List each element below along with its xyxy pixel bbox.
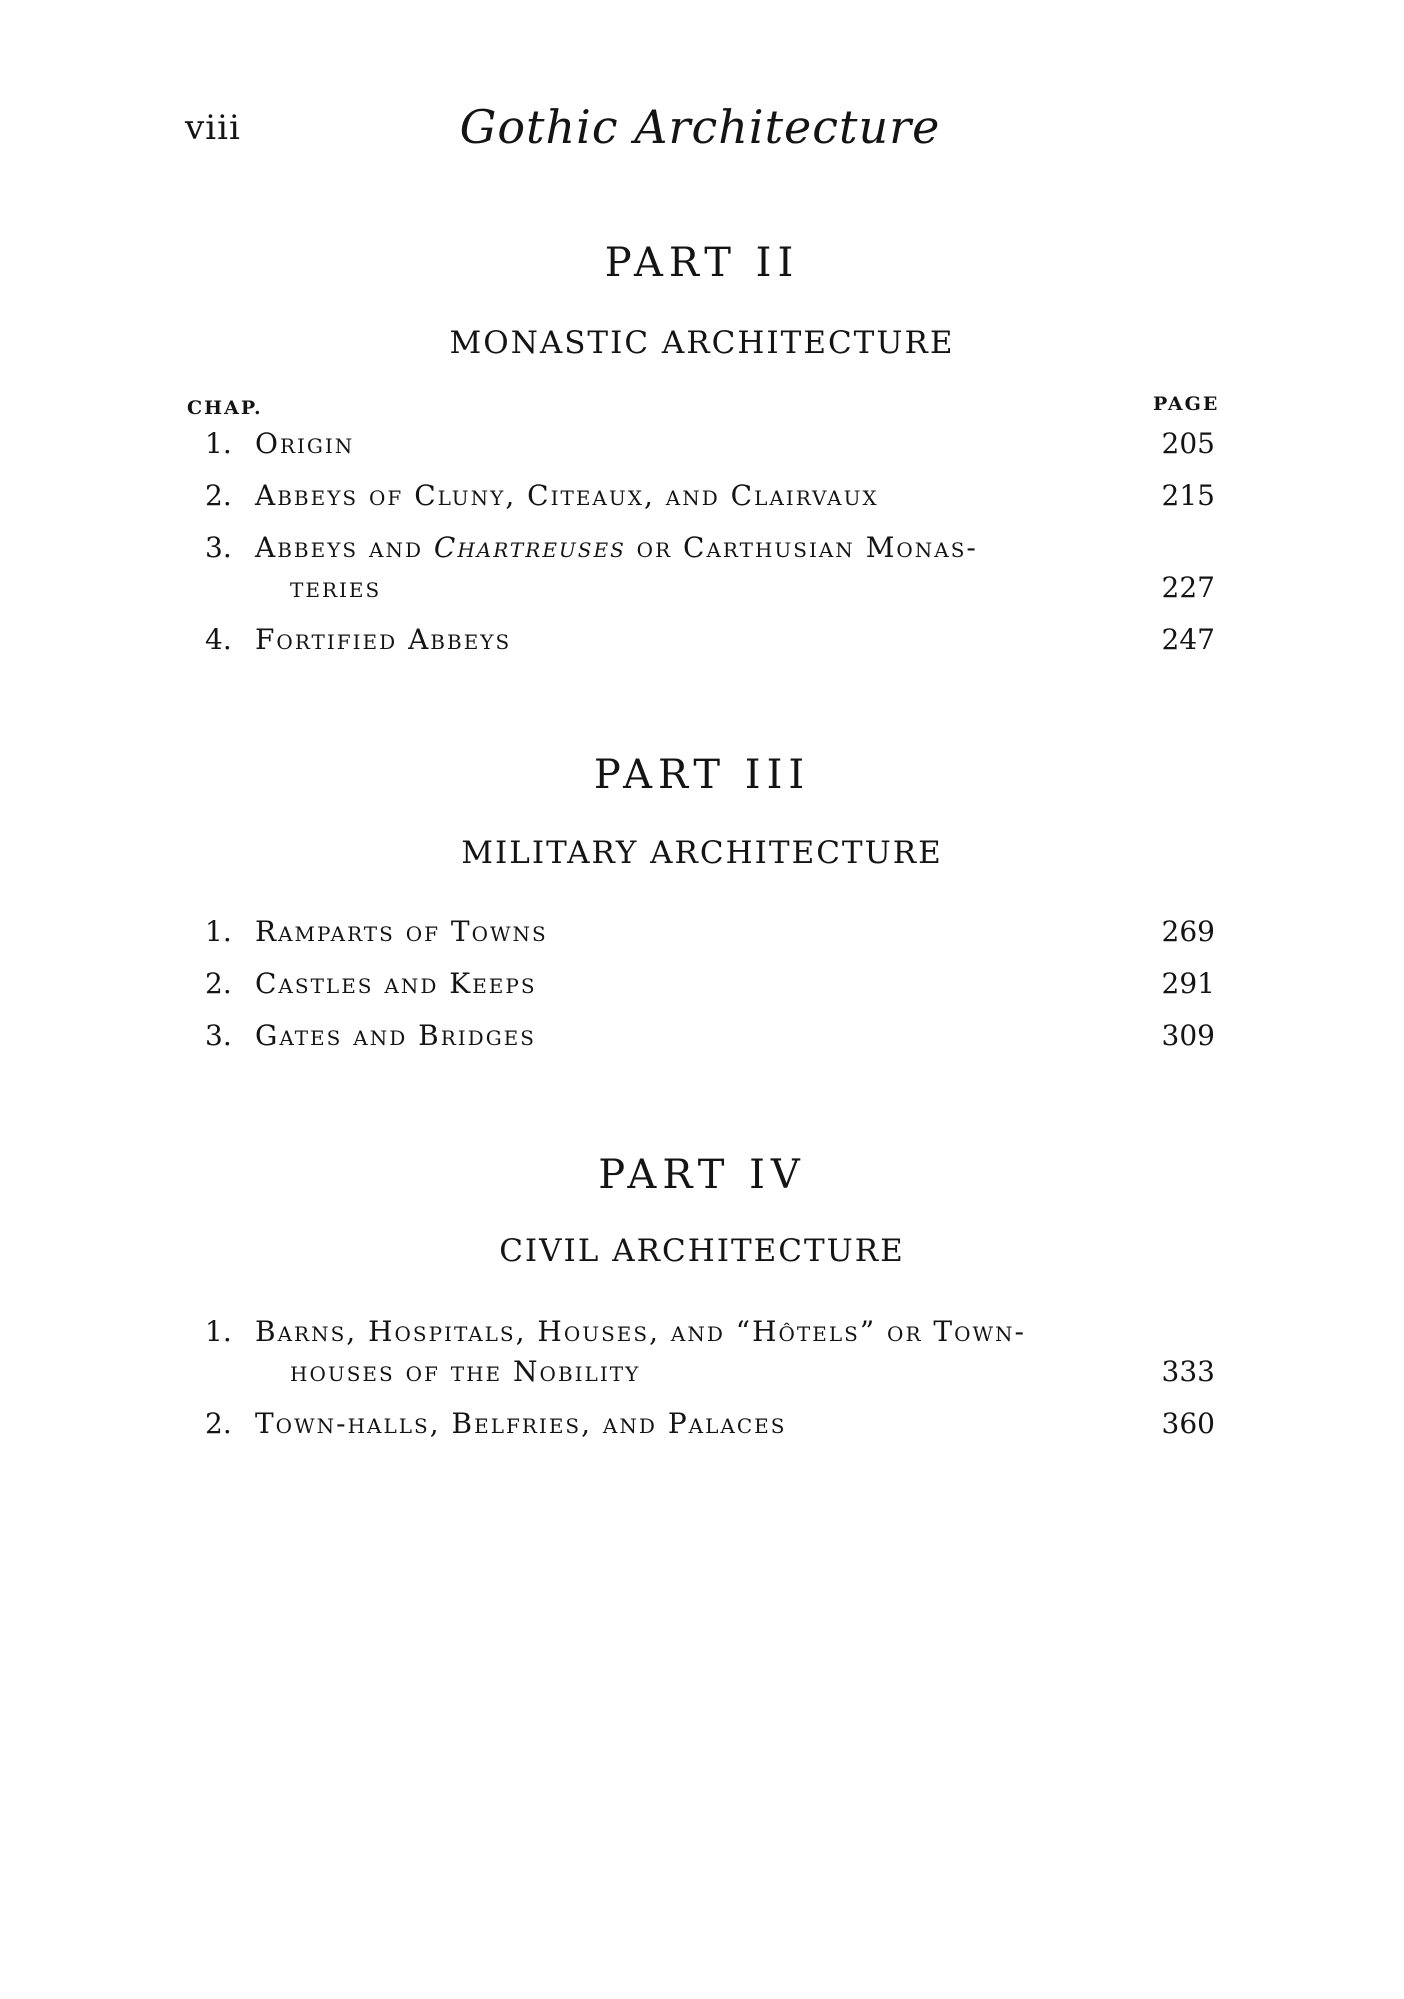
part-iv-contents (185, 1312, 1215, 1456)
chapter-number: 2. (205, 967, 232, 1000)
chapter-number: 1. (205, 915, 232, 948)
chapter-number: 4. (205, 623, 232, 656)
toc-entry (185, 964, 1215, 1004)
toc-entry (185, 476, 1215, 516)
page-column-label: PAGE (1153, 393, 1220, 415)
toc-entry (185, 1312, 1215, 1392)
page-reference: 333 (1161, 1355, 1215, 1388)
part-ii-subheading: MONASTIC ARCHITECTURE (449, 325, 955, 361)
part-iii-contents (185, 912, 1215, 1068)
chapter-title: Castles and Keeps (255, 967, 537, 1000)
toc-entry (185, 528, 1215, 608)
part-iv-subheading: CIVIL ARCHITECTURE (499, 1233, 905, 1269)
page-reference: 205 (1161, 427, 1215, 460)
chapter-title: Barns, Hospitals, Houses, and “Hôtels” or Town- houses of the Nobility (255, 1315, 1026, 1388)
chapter-number: 1. (205, 427, 232, 460)
page-reference: 291 (1161, 967, 1215, 1000)
chapter-number: 2. (205, 1407, 232, 1440)
book-title: Gothic Architecture (459, 100, 941, 154)
chapter-column-label: CHAP. (187, 397, 263, 419)
page-reference: 360 (1161, 1407, 1215, 1440)
chapter-title: Abbeys and Chartreuses or Carthusian Monas- teries (255, 531, 978, 604)
part-ii-contents (185, 424, 1215, 672)
chapter-title: Fortified Abbeys (255, 623, 512, 656)
chapter-number: 2. (205, 479, 232, 512)
chapter-number: 3. (205, 531, 232, 564)
toc-entry (185, 620, 1215, 660)
toc-entry (185, 1016, 1215, 1056)
page-reference: 215 (1161, 479, 1215, 512)
page-number: viii (185, 108, 241, 148)
running-head (185, 100, 1215, 160)
page-reference: 247 (1161, 623, 1215, 656)
chapter-number: 3. (205, 1019, 232, 1052)
chapter-title: Ramparts of Towns (255, 915, 548, 948)
part-iv-heading: PART IV (598, 1152, 806, 1198)
chapter-title: Town-halls, Belfries, and Palaces (255, 1407, 787, 1440)
part-iii-subheading: MILITARY ARCHITECTURE (461, 835, 943, 871)
toc-entry (185, 1404, 1215, 1444)
toc-entry (185, 912, 1215, 952)
chapter-title: Origin (255, 427, 355, 460)
page-reference: 309 (1161, 1019, 1215, 1052)
part-iii-heading: PART III (593, 752, 811, 798)
page-reference: 227 (1161, 571, 1215, 604)
page-reference: 269 (1161, 915, 1215, 948)
chapter-number: 1. (205, 1315, 232, 1348)
part-ii-heading: PART II (604, 240, 800, 286)
toc-entry (185, 424, 1215, 464)
chapter-title: Gates and Bridges (255, 1019, 536, 1052)
chapter-title: Abbeys of Cluny, Citeaux, and Clairvaux (255, 479, 879, 512)
